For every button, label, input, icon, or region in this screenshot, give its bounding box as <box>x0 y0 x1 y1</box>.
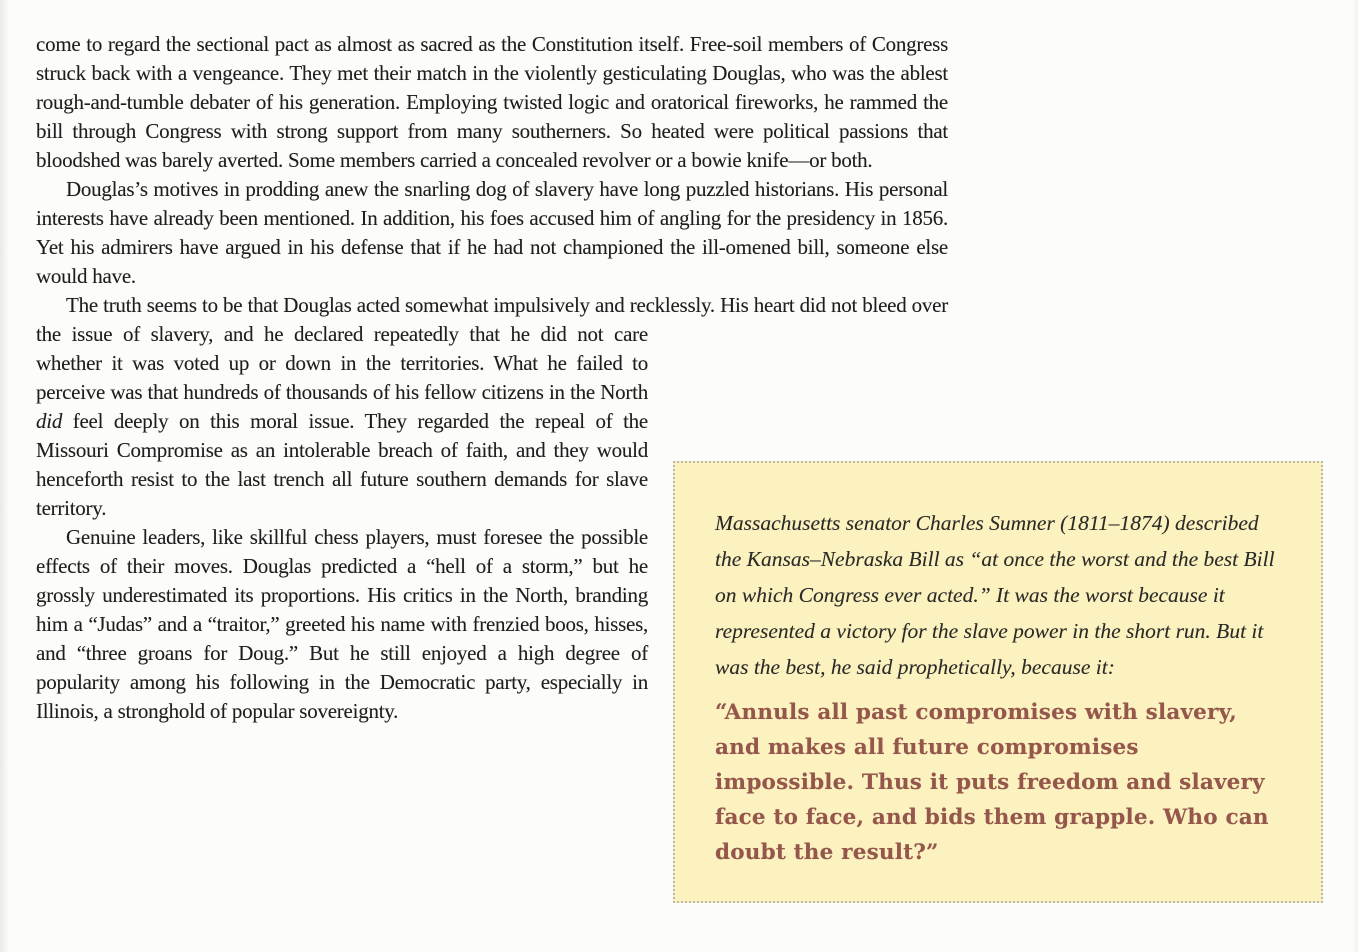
paragraph-text-beside-box: not care whether it was voted up or down in the territories. What he failed to perceive was that hundreds of thousands of his fellow citizens in the North <box>36 322 648 404</box>
paragraph-text-before-box: The truth seems to be that Douglas acted somewhat impulsively and recklessly. His heart did not bleed over the issue of slavery, and he declared repeatedly that he did <box>36 293 948 346</box>
quote-box-intro-text: Massachusetts senator Charles Sumner (1811–1874) described the Kansas–Nebraska Bill as “at once the worst and the best Bill on which Congress ever acted.” It was the worst because it represented a victory for the slave power in the short run. But it was the best, he said prophetically, because it: <box>715 511 1275 679</box>
paragraph-text: Douglas’s motives in prodding anew the snarling dog of slavery have long puzzled historians. His personal interests have already been mentioned. In addition, his foes accused him of angling for the presidency in 1856. Yet his admirers have argued in his defense that if he had not championed the ill-omened bill, someone else would have. <box>36 177 948 288</box>
paragraph-sectional-pact <box>36 30 948 175</box>
paragraph-text: come to regard the sectional pact as almost as sacred as the Constitution itself. Free-soil members of Congress struck back with a vengeance. They met their match in the violently gesticulating Douglas, who was the ablest rough-and-tumble debater of his generation. Employing twisted logic and oratorical fireworks, he rammed the bill through Congress with strong support from many southerners. So heated were political passions that bloodshed was barely averted. Some members carried a concealed revolver or a bowie knife—or both. <box>36 32 948 172</box>
page-scan-edge-left <box>0 0 9 952</box>
page-scan-edge-right <box>1352 0 1358 952</box>
paragraph-text: Genuine leaders, like skillful chess players, must foresee the possible effects of their moves. Douglas predicted a “hell of a storm,” but he grossly underestimated its proportions. His critics in the North, branding him a “Judas” and a “traitor,” greeted his name with frenzied boos, hisses, and “three groans for Doug.” But he still enjoyed a high degree of popularity among his following in the Democratic party, especially in Illinois, a stronghold of popular sovereignty. <box>36 525 648 723</box>
sumner-quote-box <box>673 461 1323 903</box>
emphasized-word-did: did <box>36 409 63 433</box>
quote-box-quotation-text: “Annuls all past compromises with slavery, and makes all future compromises impossible. Thus it puts freedom and slavery face to face, and bids them grapple. Who can doubt the result?” <box>715 700 1269 865</box>
paragraph-text-after-emphasis: feel deeply on this moral issue. They regarded the repeal of the Missouri Compromise as an intolerable breach of faith, and they would henceforth resist to the last trench all future southern demands for slave territory. <box>36 409 648 520</box>
paragraph-douglas-motives <box>36 175 948 291</box>
